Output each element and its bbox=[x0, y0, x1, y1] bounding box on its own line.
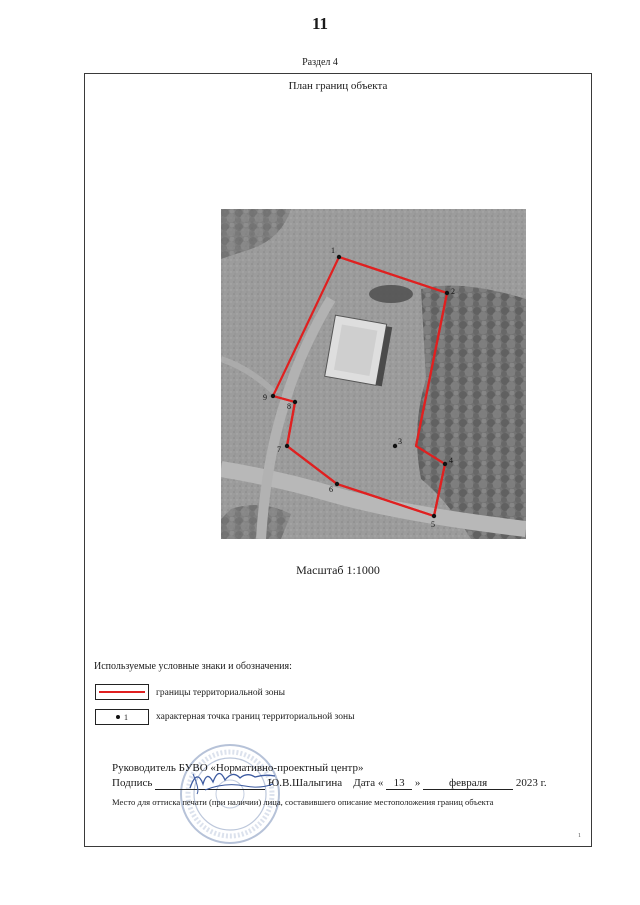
page-number: 11 bbox=[311, 14, 329, 33]
boundary-point-1 bbox=[337, 255, 341, 259]
date-month: февраля bbox=[423, 777, 513, 790]
boundary-point-label-3: 3 bbox=[398, 437, 402, 446]
boundary-point-2 bbox=[445, 291, 449, 295]
date-day: 13 bbox=[386, 777, 412, 790]
shadow-patch bbox=[369, 285, 413, 303]
boundary-point-label-1: 1 bbox=[331, 246, 335, 255]
boundary-point-label-2: 2 bbox=[451, 287, 455, 296]
signature-row bbox=[112, 777, 547, 790]
boundary-point-4 bbox=[443, 462, 447, 466]
boundary-point-6 bbox=[335, 482, 339, 486]
boundary-point-7 bbox=[285, 444, 289, 448]
date-year: 2023 г. bbox=[515, 777, 547, 789]
legend-point-icon bbox=[95, 709, 149, 725]
legend-point-text: характерная точка границ территориальной зоны bbox=[156, 712, 355, 722]
plan-title: План границ объекта bbox=[288, 80, 388, 92]
boundary-point-label-8: 8 bbox=[287, 402, 291, 411]
date-quote-close: » bbox=[414, 777, 421, 789]
boundary-point-label-4: 4 bbox=[449, 456, 453, 465]
legend-title: Используемые условные знаки и обозначения: bbox=[94, 661, 292, 672]
seal-placement-note: Место для оттиска печати (при наличии) лица, составившего описание местоположения границ объекта bbox=[112, 797, 494, 807]
boundary-point-3 bbox=[393, 444, 397, 448]
handwritten-signature bbox=[185, 760, 280, 800]
signatory-name: Ю.В.Шалыгина bbox=[267, 777, 343, 789]
date-label: Дата « bbox=[353, 777, 384, 789]
boundary-point-label-7: 7 bbox=[277, 445, 281, 454]
boundary-point-9 bbox=[271, 394, 275, 398]
footer-mark: 1 bbox=[578, 833, 581, 839]
boundary-point-label-9: 9 bbox=[263, 393, 267, 402]
building bbox=[325, 315, 393, 386]
scale-label: Масштаб 1:1000 bbox=[296, 563, 380, 577]
signature-label: Подпись bbox=[112, 777, 153, 789]
aerial-map bbox=[221, 209, 526, 539]
boundary-point-8 bbox=[293, 400, 297, 404]
boundary-point-label-6: 6 bbox=[329, 485, 333, 494]
legend-line-text: границы территориальной зоны bbox=[156, 688, 286, 698]
section-label: Раздел 4 bbox=[302, 57, 338, 68]
boundary-point-5 bbox=[432, 514, 436, 518]
legend-line-icon bbox=[95, 684, 149, 700]
point-marker-icon bbox=[116, 715, 120, 719]
trees-southwest bbox=[221, 505, 291, 539]
signatory-heading: Руководитель БУВО «Нормативно-проектный центр» bbox=[112, 762, 364, 774]
legend-point-symbol: 1 bbox=[124, 712, 128, 722]
boundary-point-label-5: 5 bbox=[431, 520, 435, 529]
